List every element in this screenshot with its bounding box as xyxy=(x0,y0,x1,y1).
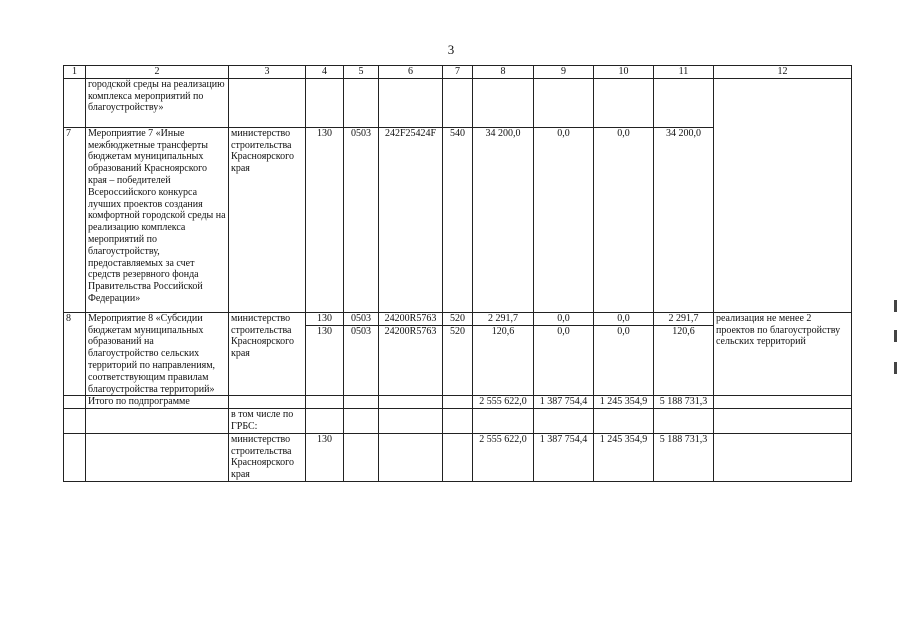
cell-result xyxy=(714,433,852,481)
col-header: 10 xyxy=(594,66,654,79)
sub-value: 0,0 xyxy=(594,325,653,338)
sub-value: 130 xyxy=(306,325,343,338)
cell-number: 7 xyxy=(64,127,86,312)
cell-code xyxy=(344,312,379,396)
cell-name: Мероприятие 7 «Иные межбюджетные трансферты бюджетам муниципальных образований Красноярского края – победителей Всероссийского конкурса лучших проектов создания комфортной городской среды на реализацию комплекса мероприятий по благоустройству, предоставляемых за счет средств резервного фонда Правительства Российской Федерации» xyxy=(86,127,229,312)
sub-value: 0503 xyxy=(344,325,378,338)
sub-value: 0503 xyxy=(351,312,371,324)
cell-value: 5 188 731,3 xyxy=(654,433,714,481)
page-number: 3 xyxy=(447,42,455,57)
sub-value: 2 291,7 xyxy=(488,312,518,324)
cell-value xyxy=(594,409,654,434)
cell-number xyxy=(64,433,86,481)
sub-value: 120,6 xyxy=(654,325,713,338)
cell-result xyxy=(714,78,852,312)
cell-code xyxy=(344,433,379,481)
cell-value: 1 245 354,9 xyxy=(594,396,654,409)
cell-code xyxy=(344,409,379,434)
col-header: 7 xyxy=(443,66,473,79)
col-header: 2 xyxy=(86,66,229,79)
cell-code xyxy=(443,78,473,127)
cell-grbs: министерство строительства Красноярского края xyxy=(229,127,306,312)
cell-value: 2 555 622,0 xyxy=(473,396,534,409)
table-row xyxy=(64,78,852,127)
sub-value: 0,0 xyxy=(617,312,630,324)
cell-value xyxy=(473,409,534,434)
cell-code xyxy=(379,409,443,434)
table-row xyxy=(64,396,852,409)
cell-value: 1 387 754,4 xyxy=(534,433,594,481)
col-header: 5 xyxy=(344,66,379,79)
cell-code: 540 xyxy=(443,127,473,312)
cell-grbs xyxy=(229,78,306,127)
cell-name: городской среды на реализацию комплекса мероприятий по благоустройству» xyxy=(86,78,229,127)
header-row xyxy=(64,66,852,79)
cell-code xyxy=(443,409,473,434)
sub-value: 24200R5763 xyxy=(384,312,437,324)
cell-value: 1 245 354,9 xyxy=(594,433,654,481)
cell-code xyxy=(443,433,473,481)
cell-number xyxy=(64,409,86,434)
margin-mark xyxy=(894,300,897,312)
cell-result xyxy=(714,409,852,434)
cell-name: Итого по подпрограмме xyxy=(86,396,229,409)
cell-grbs: министерство строительства Красноярского края xyxy=(229,312,306,396)
col-header: 11 xyxy=(654,66,714,79)
cell-value xyxy=(534,78,594,127)
cell-result xyxy=(714,396,852,409)
cell-value xyxy=(594,312,654,396)
cell-value: 34 200,0 xyxy=(654,127,714,312)
cell-code: 130 xyxy=(306,433,344,481)
sub-value: 0,0 xyxy=(557,312,570,324)
sub-value: 2 291,7 xyxy=(668,312,699,324)
cell-value xyxy=(534,312,594,396)
cell-value xyxy=(594,78,654,127)
cell-code xyxy=(306,409,344,434)
cell-name: Мероприятие 8 «Субсидии бюджетам муниципальных образований на благоустройство сельских территорий по направлениям, соответствующим правилам благоустройства территорий» xyxy=(86,312,229,396)
cell-code: 0503 xyxy=(344,127,379,312)
sub-value: 520 xyxy=(443,325,472,338)
cell-number: 8 xyxy=(64,312,86,396)
cell-value xyxy=(534,409,594,434)
cell-code xyxy=(344,396,379,409)
cell-value: 0,0 xyxy=(534,127,594,312)
margin-mark xyxy=(894,330,897,342)
cell-value xyxy=(473,78,534,127)
cell-code xyxy=(306,78,344,127)
cell-value xyxy=(654,78,714,127)
cell-result: реализация не менее 2 проектов по благоустройству сельских территорий xyxy=(714,312,852,396)
table-row xyxy=(64,433,852,481)
cell-value: 1 387 754,4 xyxy=(534,396,594,409)
cell-value xyxy=(654,409,714,434)
cell-code xyxy=(379,312,443,396)
cell-code xyxy=(379,396,443,409)
col-header: 1 xyxy=(64,66,86,79)
cell-code xyxy=(306,312,344,396)
cell-value xyxy=(473,312,534,396)
margin-mark xyxy=(894,362,897,374)
budget-table xyxy=(63,65,852,482)
sub-value: 520 xyxy=(450,312,465,324)
cell-grbs: министерство строительства Красноярского края xyxy=(229,433,306,481)
cell-code xyxy=(443,312,473,396)
cell-grbs xyxy=(229,396,306,409)
col-header: 8 xyxy=(473,66,534,79)
sub-value: 24200R5763 xyxy=(379,325,442,338)
cell-value: 0,0 xyxy=(594,127,654,312)
cell-code xyxy=(379,78,443,127)
cell-code xyxy=(344,78,379,127)
sub-value: 120,6 xyxy=(473,325,533,338)
col-header: 9 xyxy=(534,66,594,79)
cell-code: 242F25424F xyxy=(379,127,443,312)
cell-grbs: в том числе по ГРБС: xyxy=(229,409,306,434)
sub-value: 130 xyxy=(317,312,332,324)
cell-value: 34 200,0 xyxy=(473,127,534,312)
cell-code xyxy=(306,396,344,409)
col-header: 4 xyxy=(306,66,344,79)
cell-name xyxy=(86,409,229,434)
cell-code xyxy=(379,433,443,481)
cell-value: 5 188 731,3 xyxy=(654,396,714,409)
cell-name xyxy=(86,433,229,481)
sub-value: 0,0 xyxy=(534,325,593,338)
table-row xyxy=(64,409,852,434)
cell-value: 2 555 622,0 xyxy=(473,433,534,481)
cell-number xyxy=(64,78,86,127)
col-header: 3 xyxy=(229,66,306,79)
cell-value xyxy=(654,312,714,396)
cell-number xyxy=(64,396,86,409)
cell-code: 130 xyxy=(306,127,344,312)
col-header: 12 xyxy=(714,66,852,79)
cell-code xyxy=(443,396,473,409)
col-header: 6 xyxy=(379,66,443,79)
table-row xyxy=(64,312,852,396)
